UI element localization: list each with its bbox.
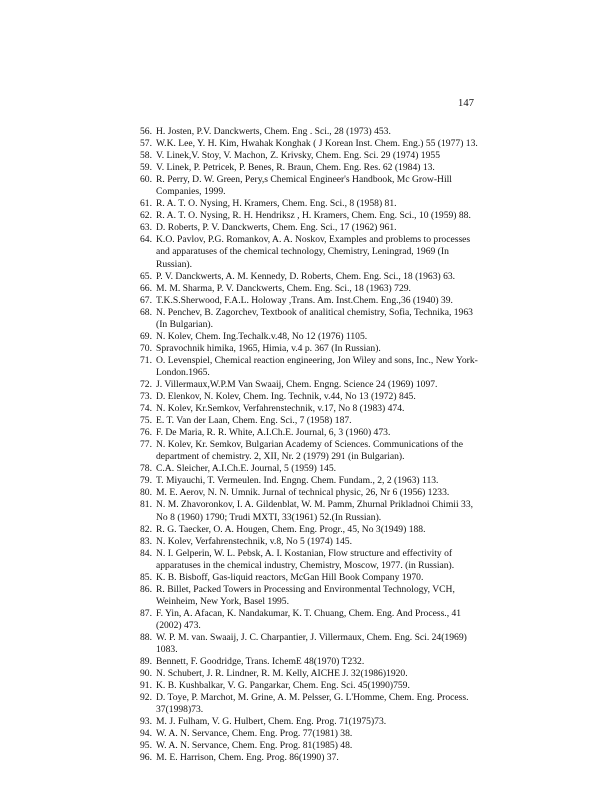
reference-text: T.K.S.Sherwood, F.A.L. Holoway ,Trans. Am. Inst.Chem. Eng.,36 (1940) 39.	[156, 294, 453, 306]
reference-text: R. A. T. O. Nysing, R. H. Hendriksz , H. Kramers, Chem. Eng. Sci., 10 (1959) 88.	[156, 210, 471, 222]
reference-item	[140, 548, 480, 572]
reference-number: 69.	[140, 330, 152, 342]
reference-item	[140, 680, 480, 692]
reference-item	[140, 355, 480, 379]
reference-number: 59.	[140, 162, 152, 174]
reference-item	[140, 608, 480, 632]
reference-item	[140, 632, 480, 656]
reference-text: P. V. Danckwerts, A. M. Kennedy, D. Roberts, Chem. Eng. Sci., 18 (1963) 63.	[156, 270, 456, 282]
reference-number: 84.	[140, 547, 152, 559]
reference-item	[140, 162, 480, 174]
reference-number: 74.	[140, 403, 152, 415]
reference-item	[140, 463, 480, 475]
reference-number: 76.	[140, 427, 152, 439]
reference-number: 75.	[140, 415, 152, 427]
reference-text: R. G. Taecker, O. A. Hougen, Chem. Eng. Progr., 45, No 3(1949) 188.	[156, 523, 426, 535]
reference-text: J. Villermaux,W.P.M Van Swaaij, Chem. Engng. Science 24 (1969) 1097.	[156, 378, 438, 390]
reference-number: 88.	[140, 631, 152, 643]
reference-number: 77.	[140, 439, 152, 451]
reference-item	[140, 475, 480, 487]
reference-number: 80.	[140, 487, 152, 499]
reference-number: 93.	[140, 716, 152, 728]
reference-item	[140, 536, 480, 548]
reference-number: 58.	[140, 150, 152, 162]
reference-item	[140, 499, 480, 523]
reference-item	[140, 439, 480, 463]
reference-number: 73.	[140, 391, 152, 403]
reference-number: 56.	[140, 126, 152, 137]
reference-item	[140, 427, 480, 439]
reference-item	[140, 198, 480, 210]
reference-text: N. Schubert, J. R. Lindner, R. M. Kelly, AICHE J. 32(1986)1920.	[156, 668, 408, 680]
reference-text: N. Penchev, B. Zagorchev, Textbook of analitical chemistry, Sofia, Technika, 1963 (In Bulgarian).	[156, 306, 473, 330]
reference-list	[140, 126, 480, 764]
reference-text: K. B. Kushbalkar, V. G. Pangarkar, Chem. Eng. Sci. 45(1990)759.	[156, 680, 410, 692]
reference-item	[140, 740, 480, 752]
reference-number: 79.	[140, 475, 152, 487]
reference-text: M. E. Harrison, Chem. Eng. Prog. 86(1990) 37.	[156, 752, 339, 764]
reference-text: F. De Maria, R. R. White, A.I.Ch.E. Journal, 6, 3 (1960) 473.	[156, 427, 391, 439]
reference-item	[140, 343, 480, 355]
reference-number: 65.	[140, 270, 152, 282]
reference-item	[140, 126, 480, 138]
reference-item	[140, 234, 480, 270]
reference-text: O. Levenspiel, Chemical reaction engineering, Jon Wiley and sons, Inc., New York-London.1965.	[156, 354, 478, 378]
reference-number: 68.	[140, 306, 152, 318]
reference-number: 82.	[140, 523, 152, 535]
reference-text: N. Kolev, Kr. Semkov, Bulgarian Academy of Sciences. Communications of the department of chemistry. 2, XII, Nr. 2 (1979) 291 (in Bulgarian).	[156, 439, 464, 463]
reference-number: 63.	[140, 222, 152, 234]
reference-number: 95.	[140, 740, 152, 752]
reference-item	[140, 391, 480, 403]
reference-number: 57.	[140, 138, 152, 150]
reference-text: N. I. Gelperin, W. L. Pebsk, A. I. Kostanian, Flow structure and effectivity of apparatuses in the chemical industry, Chemistry, Moscow, 1977. (in Russian).	[156, 547, 455, 571]
reference-number: 67.	[140, 294, 152, 306]
reference-number: 86.	[140, 583, 152, 595]
reference-item	[140, 403, 480, 415]
reference-text: N. Kolev, Verfahrenstechnik, v.8, No 5 (1974) 145.	[156, 535, 353, 547]
reference-number: 83.	[140, 535, 152, 547]
reference-item	[140, 692, 480, 716]
reference-text: D. Elenkov, N. Kolev, Chem. Ing. Technik, v.44, No 13 (1972) 845.	[156, 391, 416, 403]
reference-text: W.K. Lee, Y. H. Kim, Hwahak Konghak ( J Korean Inst. Chem. Eng.) 55 (1977) 13.	[156, 138, 478, 150]
reference-item	[140, 524, 480, 536]
reference-item	[140, 307, 480, 331]
reference-item	[140, 283, 480, 295]
reference-item	[140, 331, 480, 343]
reference-number: 81.	[140, 499, 152, 511]
reference-text: F. Yin, A. Afacan, K. Nandakumar, K. T. Chuang, Chem. Eng. And Process., 41 (2002) 473.	[156, 607, 462, 631]
reference-number: 70.	[140, 342, 152, 354]
reference-item	[140, 222, 480, 234]
reference-number: 64.	[140, 234, 152, 246]
reference-text: T. Miyauchi, T. Vermeulen. Ind. Engng. Chem. Fundam., 2, 2 (1963) 113.	[156, 475, 439, 487]
reference-text: R. Perry, D. W. Green, Pery,s Chemical Engineer's Handbook, Mc Grow-Hill Companies, 1999.	[156, 174, 452, 198]
reference-item	[140, 716, 480, 728]
reference-item	[140, 668, 480, 680]
reference-text: W. A. N. Servance, Chem. Eng. Prog. 77(1981) 38.	[156, 728, 353, 740]
reference-number: 62.	[140, 210, 152, 222]
reference-number: 87.	[140, 607, 152, 619]
reference-text: H. Josten, P.V. Danckwerts, Chem. Eng . Sci., 28 (1973) 453.	[156, 126, 391, 137]
reference-number: 96.	[140, 752, 152, 764]
reference-item	[140, 210, 480, 222]
reference-text: W. A. N. Servance, Chem. Eng. Prog. 81(1985) 48.	[156, 740, 353, 752]
reference-number: 72.	[140, 378, 152, 390]
reference-text: R. Billet, Packed Towers in Processing and Environmental Technology, VCH, Weinheim, New York, Basel 1995.	[156, 583, 455, 607]
reference-number: 92.	[140, 692, 152, 704]
reference-number: 71.	[140, 354, 152, 366]
reference-item	[140, 295, 480, 307]
reference-item	[140, 150, 480, 162]
reference-item	[140, 174, 480, 198]
page-number: 147	[458, 98, 475, 109]
reference-item	[140, 656, 480, 668]
reference-number: 85.	[140, 571, 152, 583]
reference-number: 91.	[140, 680, 152, 692]
reference-text: V. Linek, P. Petricek, P. Benes, R. Braun, Chem. Eng. Res. 62 (1984) 13.	[156, 162, 435, 174]
reference-number: 78.	[140, 463, 152, 475]
reference-text: V. Linek,V. Stoy, V. Machon, Z. Krivsky, Chem. Eng. Sci. 29 (1974) 1955	[156, 150, 440, 162]
reference-number: 89.	[140, 656, 152, 668]
reference-item	[140, 487, 480, 499]
reference-text: N. M. Zhavoronkov, I. A. Gildenblat, W. M. Pamm, Zhurnal Prikladnoi Chimii 33, No 8 (1960) 1790; Trudi MXTI, 33(1961) 52.(In Russian).	[156, 499, 474, 523]
reference-item	[140, 415, 480, 427]
reference-number: 60.	[140, 174, 152, 186]
reference-number: 61.	[140, 198, 152, 210]
reference-text: Bennett, F. Goodridge, Trans. IchemE 48(1970) T232.	[156, 656, 365, 668]
reference-text: N. Kolev, Kr.Semkov, Verfahrenstechnik, v.17, No 8 (1983) 474.	[156, 403, 405, 415]
reference-item	[140, 379, 480, 391]
reference-text: M. E. Aerov, N. N. Umnik. Jurnal of technical physic, 26, Nr 6 (1956) 1233.	[156, 487, 450, 499]
reference-text: D. Toye, P. Marchot, M. Grine, A. M. Pelsser, G. L'Homme, Chem. Eng. Process. 37(1998)73.	[156, 692, 469, 716]
reference-text: D. Roberts, P. V. Danckwerts, Chem. Eng. Sci., 17 (1962) 961.	[156, 222, 397, 234]
reference-item	[140, 584, 480, 608]
reference-text: M. M. Sharma, P. V. Danckwerts, Chem. Eng. Sci., 18 (1963) 729.	[156, 282, 411, 294]
reference-text: M. J. Fulham, V. G. Hulbert, Chem. Eng. Prog. 71(1975)73.	[156, 716, 387, 728]
reference-item	[140, 138, 480, 150]
reference-item	[140, 572, 480, 584]
reference-text: C.A. Sleicher, A.I.Ch.E. Journal, 5 (1959) 145.	[156, 463, 337, 475]
reference-number: 66.	[140, 282, 152, 294]
reference-item	[140, 271, 480, 283]
reference-number: 90.	[140, 668, 152, 680]
reference-text: E. T. Van der Laan, Chem. Eng. Sci., 7 (1958) 187.	[156, 415, 352, 427]
reference-item	[140, 752, 480, 764]
reference-item	[140, 728, 480, 740]
reference-text: Spravochnik himika, 1965, Himia, v.4 p. 367 (In Russian).	[156, 342, 381, 354]
reference-number: 94.	[140, 728, 152, 740]
reference-text: N. Kolev, Chem. Ing.Techalk.v.48, No 12 (1976) 1105.	[156, 330, 368, 342]
reference-text: W. P. M. van. Swaaij, J. C. Charpantier, J. Villermaux, Chem. Eng. Sci. 24(1969) 1083.	[156, 631, 467, 656]
reference-text: K. B. Bisboff, Gas-liquid reactors, McGan Hill Book Company 1970.	[156, 571, 424, 583]
reference-text: K.O. Pavlov, P.G. Romankov, A. A. Noskov, Examples and problems to processes and apparatuses of the chemical technology, Chemistry, Leningrad, 1969 (In Russian).	[156, 234, 471, 270]
reference-text: R. A. T. O. Nysing, H. Kramers, Chem. Eng. Sci., 8 (1958) 81.	[156, 198, 397, 210]
